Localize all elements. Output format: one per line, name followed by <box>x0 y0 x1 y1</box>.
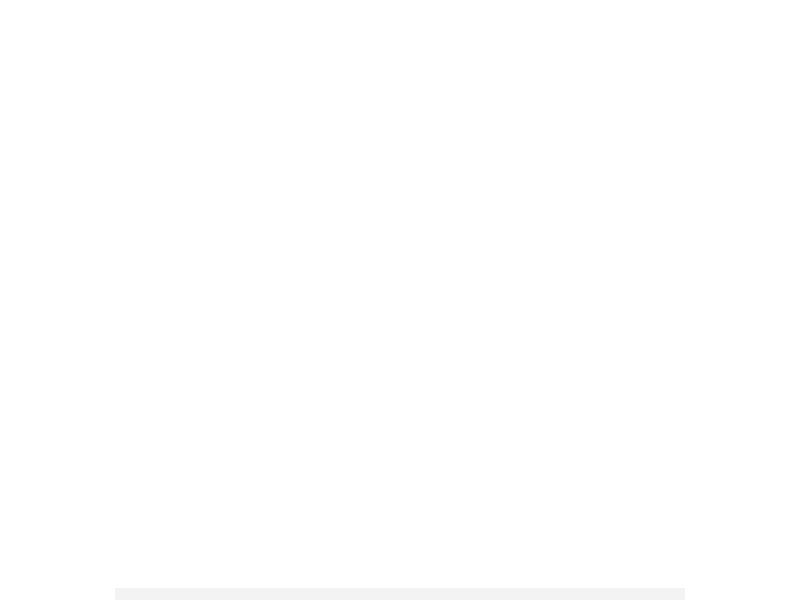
bottom-strip <box>115 588 685 600</box>
